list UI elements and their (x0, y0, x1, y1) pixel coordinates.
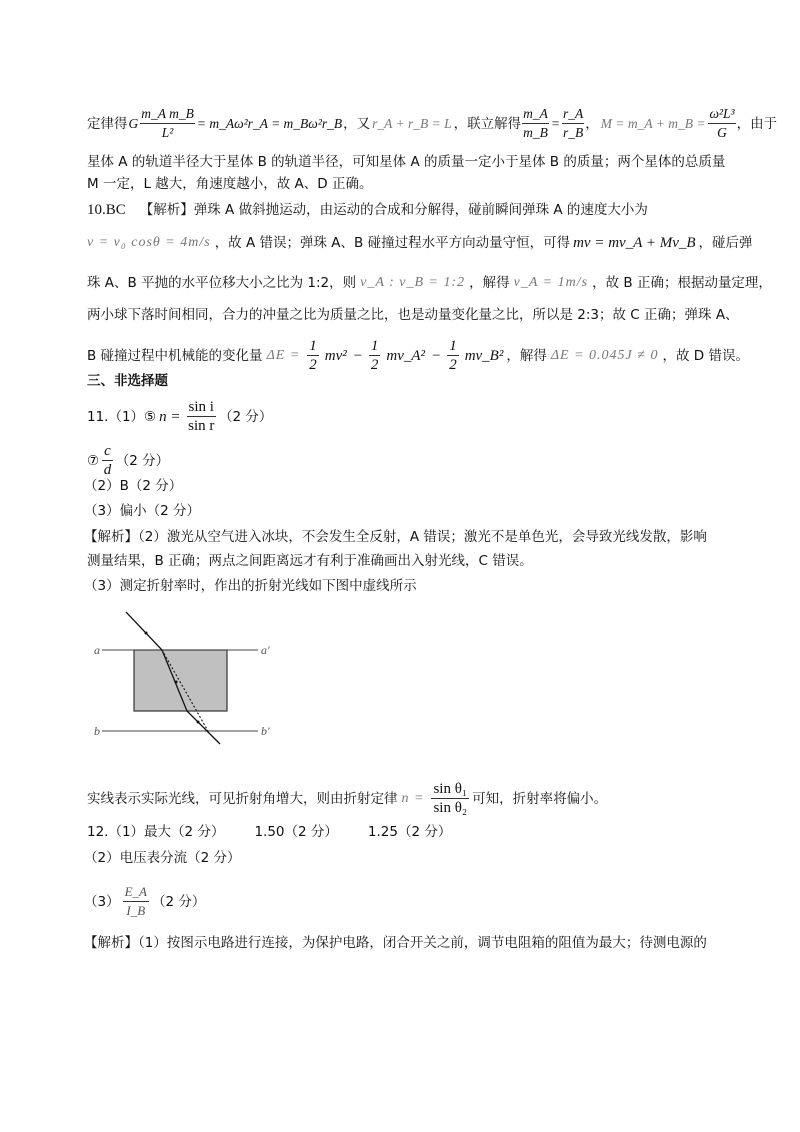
q11-line-4: （3）偏小（2 分） (84, 503, 200, 519)
fraction: $\frac{\text{ω²L³}}{G}$ (709, 106, 735, 140)
text: ，故 B 正确；根据动量定理， (592, 275, 772, 291)
text: ，故 A 错误；弹珠 A、B 碰撞过程水平方向动量守恒，可得 (214, 235, 571, 251)
text: ，碰后弹 (698, 235, 753, 251)
line-2: 星体 A 的轨道半径大于星体 B 的轨道半径，可知星体 A 的质量一定小于星体 B 的质量；两个星体的总质量 (87, 154, 726, 170)
fraction: $\frac{1}{2}$ (309, 338, 317, 373)
label-b-prime: b′ (261, 724, 270, 738)
line-3: M 一定，L 越大，角速度越小，故 A、D 正确。 (87, 176, 373, 192)
fraction: c d (103, 443, 112, 478)
math: G (128, 115, 139, 131)
text: 1.25（2 分） (367, 824, 452, 840)
fraction: $\frac{1}{2}$ (370, 338, 379, 373)
text: （3） (84, 893, 120, 910)
text: 【解析】弹珠 A 做斜抛运动，由运动的合成和分解得，碰前瞬间弹珠 A 的速度大小为 (139, 202, 648, 218)
text: ，解得 (506, 347, 547, 364)
text: （2 分） (151, 893, 206, 910)
text: ，故 D 错误。 (662, 347, 749, 364)
q11-line-7: （3）测定折射率时，作出的折射光线如下图中虚线所示 (84, 578, 417, 594)
text: ，解得 (469, 275, 510, 291)
math: mv² (324, 347, 347, 364)
q11-line-8 (87, 780, 607, 817)
text: 珠 A、B 平抛的水平位移大小之比为 1:2，则 (87, 275, 357, 291)
q11-line-2 (87, 442, 169, 479)
arrow-marker (145, 632, 148, 635)
math: mv_B² (464, 347, 504, 364)
text: ， (585, 115, 599, 132)
text: ⑦ (87, 452, 100, 469)
q10-line-1 (87, 200, 648, 220)
q11-line-1 (87, 398, 272, 435)
q12-line-3 (84, 883, 205, 920)
arrow-marker (175, 681, 178, 684)
text: 12.（1）最大（2 分） (87, 824, 225, 840)
math: mv_A² (386, 347, 426, 364)
math: mv = mv_A + Mv_B (573, 235, 696, 251)
fraction: E_A I_B (124, 884, 147, 918)
line-1 (87, 105, 777, 142)
q11-line-3: （2）B（2 分） (84, 478, 183, 494)
math: ΔE = (266, 347, 301, 363)
fraction: $\frac{m\_A}{m\_B}$ (523, 106, 548, 140)
fraction: $\frac{\text{sin θ₁}}{\text{sin θ₂}}$ (433, 781, 468, 816)
q12-line-2: （2）电压表分流（2 分） (84, 850, 241, 866)
math: v = v₀ cosθ = 4m/s (87, 235, 211, 250)
text: ，又 (343, 115, 371, 132)
math: − (352, 347, 363, 364)
q12-line-1 (87, 822, 451, 842)
refraction-diagram (80, 600, 280, 760)
section-heading: 三、非选择题 (87, 373, 168, 389)
text: （2 分） (218, 408, 273, 425)
math: M = m_A + m_B = (600, 115, 706, 131)
label-a-prime: a′ (261, 643, 270, 657)
text: 11.（1）⑤ (87, 408, 157, 425)
text: （2 分） (115, 452, 170, 469)
fraction: $\frac{1}{2}$ (449, 338, 457, 373)
text: B 碰撞过程中机械能的变化量 (87, 347, 263, 364)
math: ΔE = 0.045J ≠ 0 (550, 347, 659, 363)
text: ，由于 (736, 115, 778, 132)
q10-line-5 (87, 337, 749, 374)
math: = (550, 115, 560, 131)
label-a: a (94, 643, 100, 657)
q10-line-2 (87, 233, 753, 253)
math: − (431, 347, 442, 364)
question-number: 10.BC (87, 202, 126, 218)
q11-line-6: 测量结果，B 正确；两点之间距离远才有利于准确画出入射光线，C 错误。 (87, 553, 533, 569)
text: 1.50（2 分） (254, 824, 338, 840)
math: n = (401, 790, 425, 806)
text: 实线表示实际光线，可见折射角增大，则由折射定律 (87, 790, 398, 807)
label-b: b (94, 724, 100, 738)
q12-line-4: 【解析】（1）按图示电路进行连接，为保护电路，闭合开关之前，调节电阻箱的阻值为最大；待测电源的 (84, 935, 707, 951)
arrow-marker (197, 721, 200, 724)
text: ，联立解得 (453, 115, 522, 132)
math: v_A : v_B = 1:2 (360, 275, 466, 290)
math: = m_Aω²r_A = m_Bω²r_B (196, 115, 343, 131)
text: 定律得 (87, 115, 128, 132)
fraction: $\frac{r\_A}{r\_B}$ (563, 106, 584, 140)
fraction: $\frac{\text{sin i}}{\text{sin r}}$ (188, 399, 215, 434)
q11-line-5: 【解析】（2）激光从空气进入冰块，不会发生全反射，A 错误；激光不是单色光，会导致光线发散，影响 (84, 529, 707, 545)
glass-block (134, 650, 227, 711)
math: n = (159, 408, 181, 425)
q10-line-4: 两小球下落时间相同，合力的冲量之比为质量之比，也是动量变化量之比，所以是 2:3；故 C 正确；弹珠 A、 (87, 307, 739, 323)
q10-line-3 (87, 273, 772, 293)
fraction: $\frac{\text{m\_A m\_B}}{\text{L²}}$ (141, 106, 194, 140)
math: r_A + r_B = L (372, 115, 452, 131)
text: 可知，折射率将偏小。 (472, 790, 608, 807)
math: v_A = 1m/s (513, 275, 589, 290)
